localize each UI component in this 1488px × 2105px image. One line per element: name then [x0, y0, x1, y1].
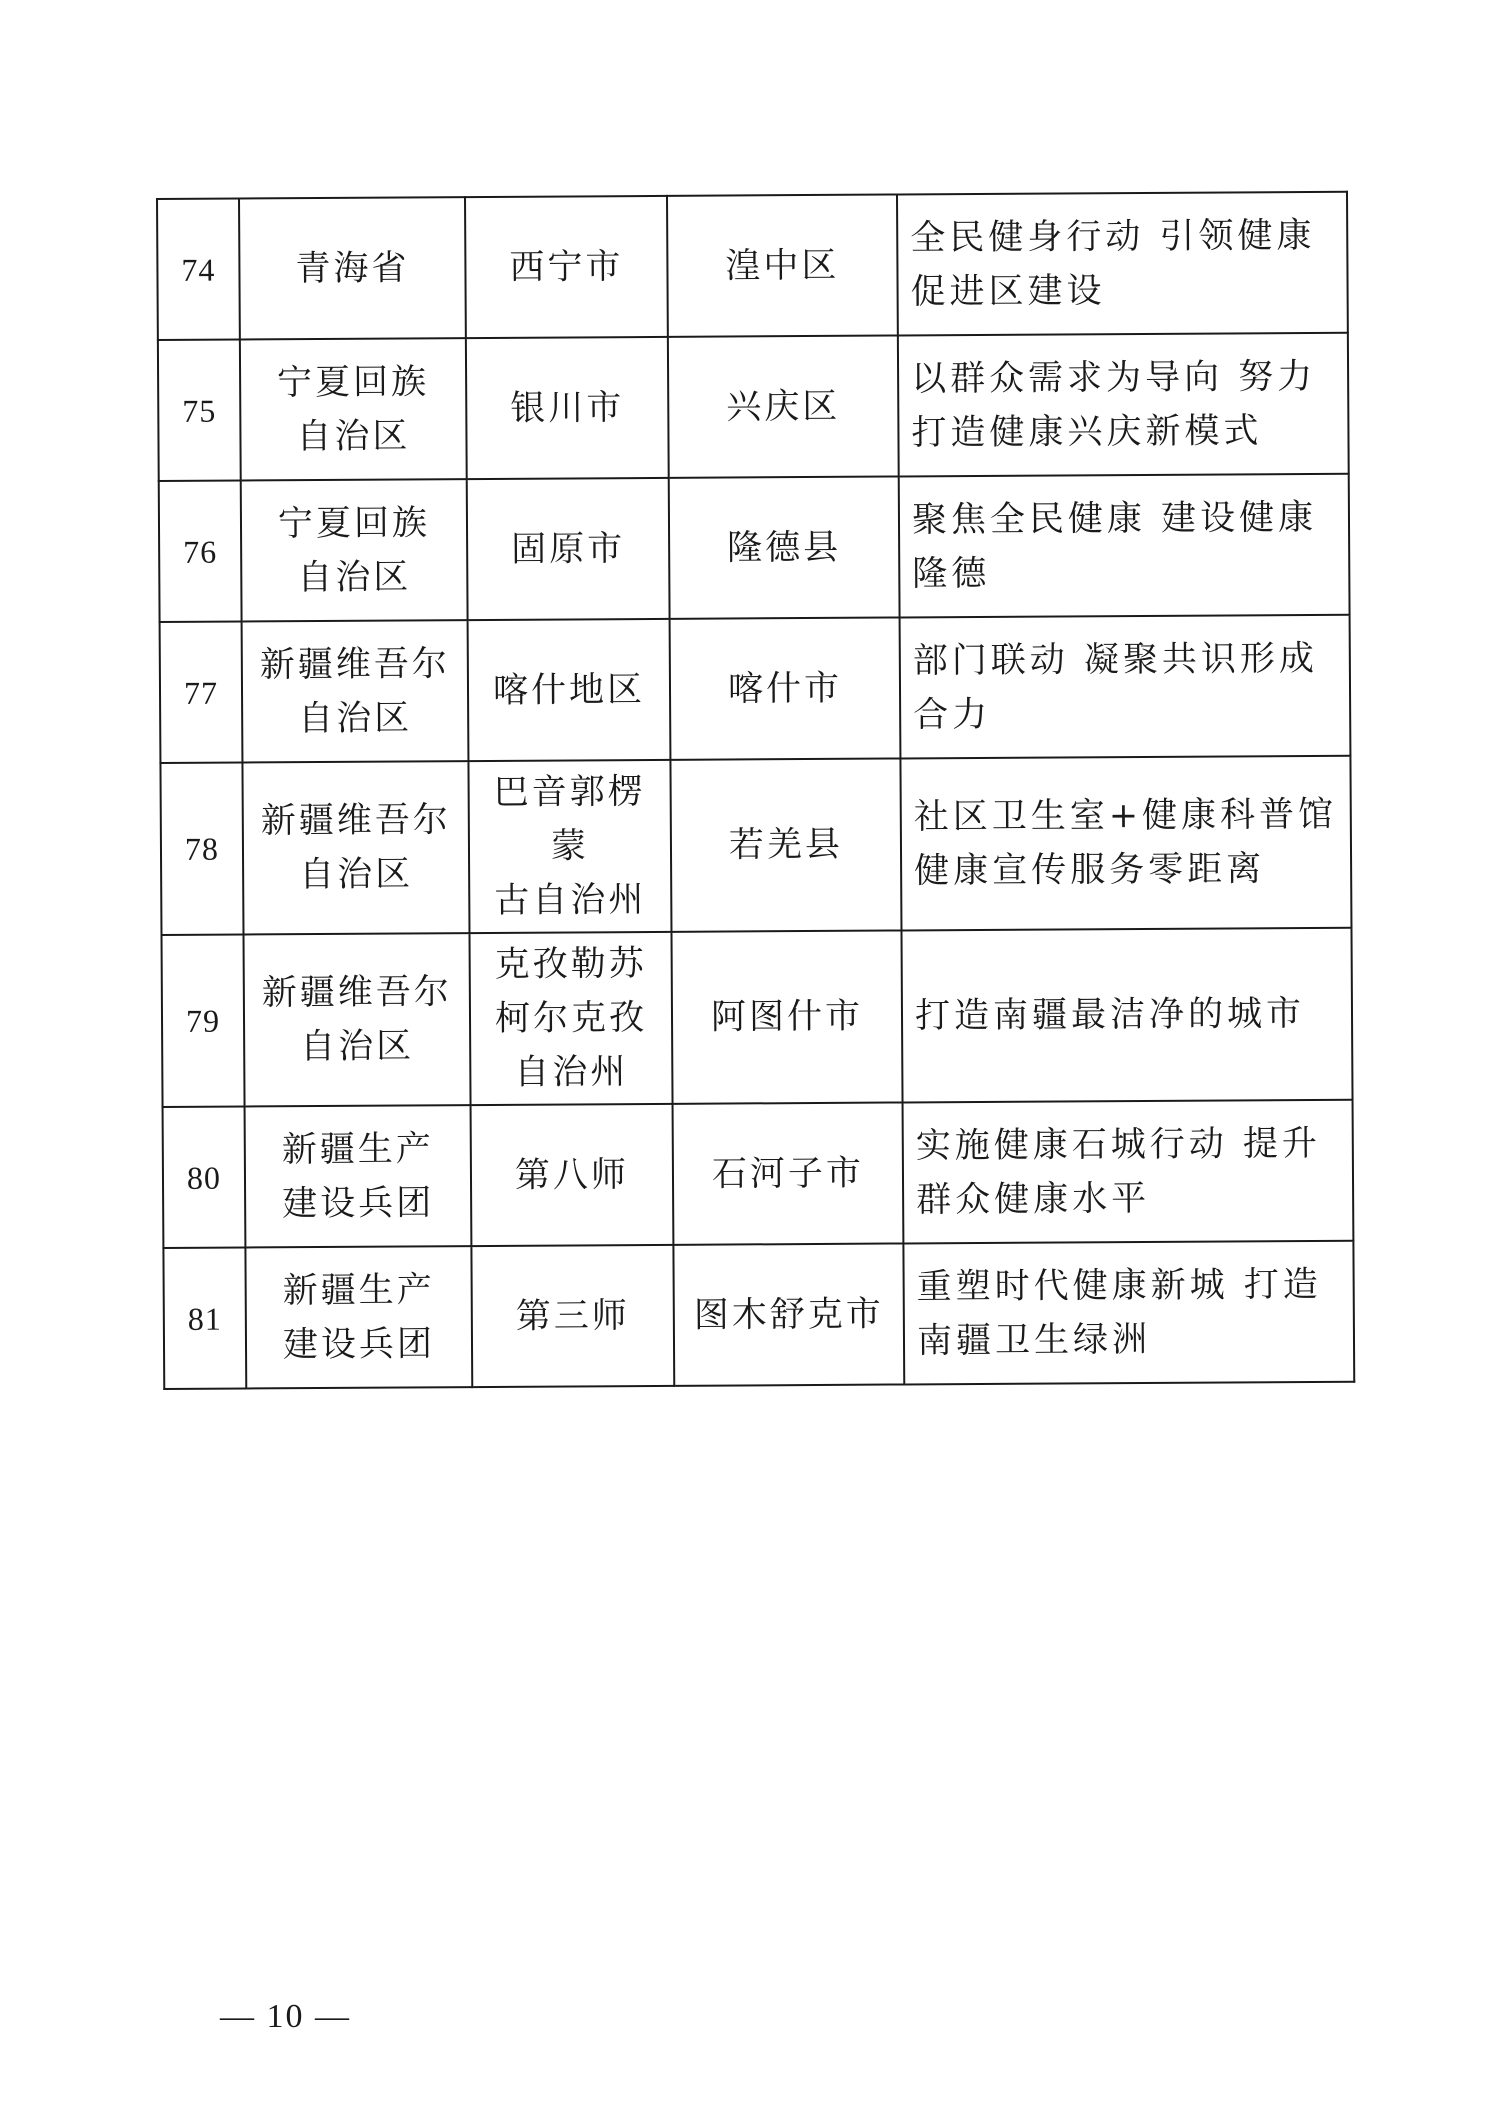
province-cell: 青海省 — [239, 197, 466, 339]
district-cell: 图木舒克市 — [673, 1243, 904, 1385]
district-cell: 湟中区 — [667, 194, 898, 336]
province-cell: 新疆维吾尔 自治区 — [244, 933, 471, 1106]
row-number: 74 — [157, 198, 240, 339]
city-cell: 第八师 — [471, 1104, 674, 1246]
theme-cell: 实施健康石城行动 提升 群众健康水平 — [903, 1100, 1354, 1244]
city-cell: 喀什地区 — [468, 619, 671, 761]
table-row — [160, 756, 1351, 935]
theme-cell: 社区卫生室+健康科普馆 健康宣传服务零距离 — [900, 756, 1351, 931]
table-row — [160, 615, 1351, 763]
province-cell: 新疆生产 建设兵团 — [245, 1105, 472, 1247]
row-number: 80 — [163, 1106, 246, 1247]
city-cell: 西宁市 — [465, 196, 668, 338]
city-cell: 银川市 — [466, 337, 669, 479]
row-number: 75 — [158, 339, 241, 480]
district-cell: 隆德县 — [669, 476, 900, 618]
page-number: — 10 — — [220, 1998, 351, 2035]
table-row — [163, 1241, 1354, 1389]
district-cell: 阿图什市 — [671, 930, 902, 1103]
district-cell: 若羌县 — [670, 758, 901, 931]
theme-cell: 部门联动 凝聚共识形成 合力 — [900, 615, 1351, 759]
theme-cell: 打造南疆最洁净的城市 — [901, 928, 1352, 1103]
theme-cell: 全民健身行动 引领健康 促进区建设 — [897, 192, 1348, 336]
theme-cell: 以群众需求为导向 努力 打造健康兴庆新模式 — [898, 333, 1349, 477]
district-cell: 石河子市 — [673, 1102, 904, 1244]
table-row — [162, 928, 1353, 1107]
table-row — [163, 1100, 1354, 1248]
table-row — [159, 474, 1350, 622]
row-number: 78 — [160, 762, 243, 934]
district-cell: 兴庆区 — [668, 335, 899, 477]
table-row — [158, 333, 1349, 481]
row-number: 76 — [159, 480, 242, 621]
row-number: 77 — [160, 621, 243, 762]
province-cell: 新疆维吾尔 自治区 — [242, 620, 469, 762]
city-cell: 克孜勒苏 柯尔克孜 自治州 — [469, 932, 672, 1105]
city-cell: 巴音郭楞蒙 古自治州 — [468, 760, 671, 933]
province-cell: 新疆生产 建设兵团 — [245, 1246, 472, 1388]
city-cell: 第三师 — [471, 1245, 674, 1387]
district-cell: 喀什市 — [670, 617, 901, 759]
row-number: 81 — [163, 1247, 246, 1388]
province-cell: 宁夏回族 自治区 — [241, 479, 468, 621]
city-list-table — [156, 191, 1355, 1390]
province-cell: 宁夏回族 自治区 — [240, 338, 467, 480]
province-cell: 新疆维吾尔 自治区 — [242, 761, 469, 934]
row-number: 79 — [162, 934, 245, 1106]
theme-cell: 重塑时代健康新城 打造 南疆卫生绿洲 — [903, 1241, 1354, 1385]
theme-cell: 聚焦全民健康 建设健康 隆德 — [899, 474, 1350, 618]
table-row — [157, 192, 1348, 340]
city-cell: 固原市 — [467, 478, 670, 620]
